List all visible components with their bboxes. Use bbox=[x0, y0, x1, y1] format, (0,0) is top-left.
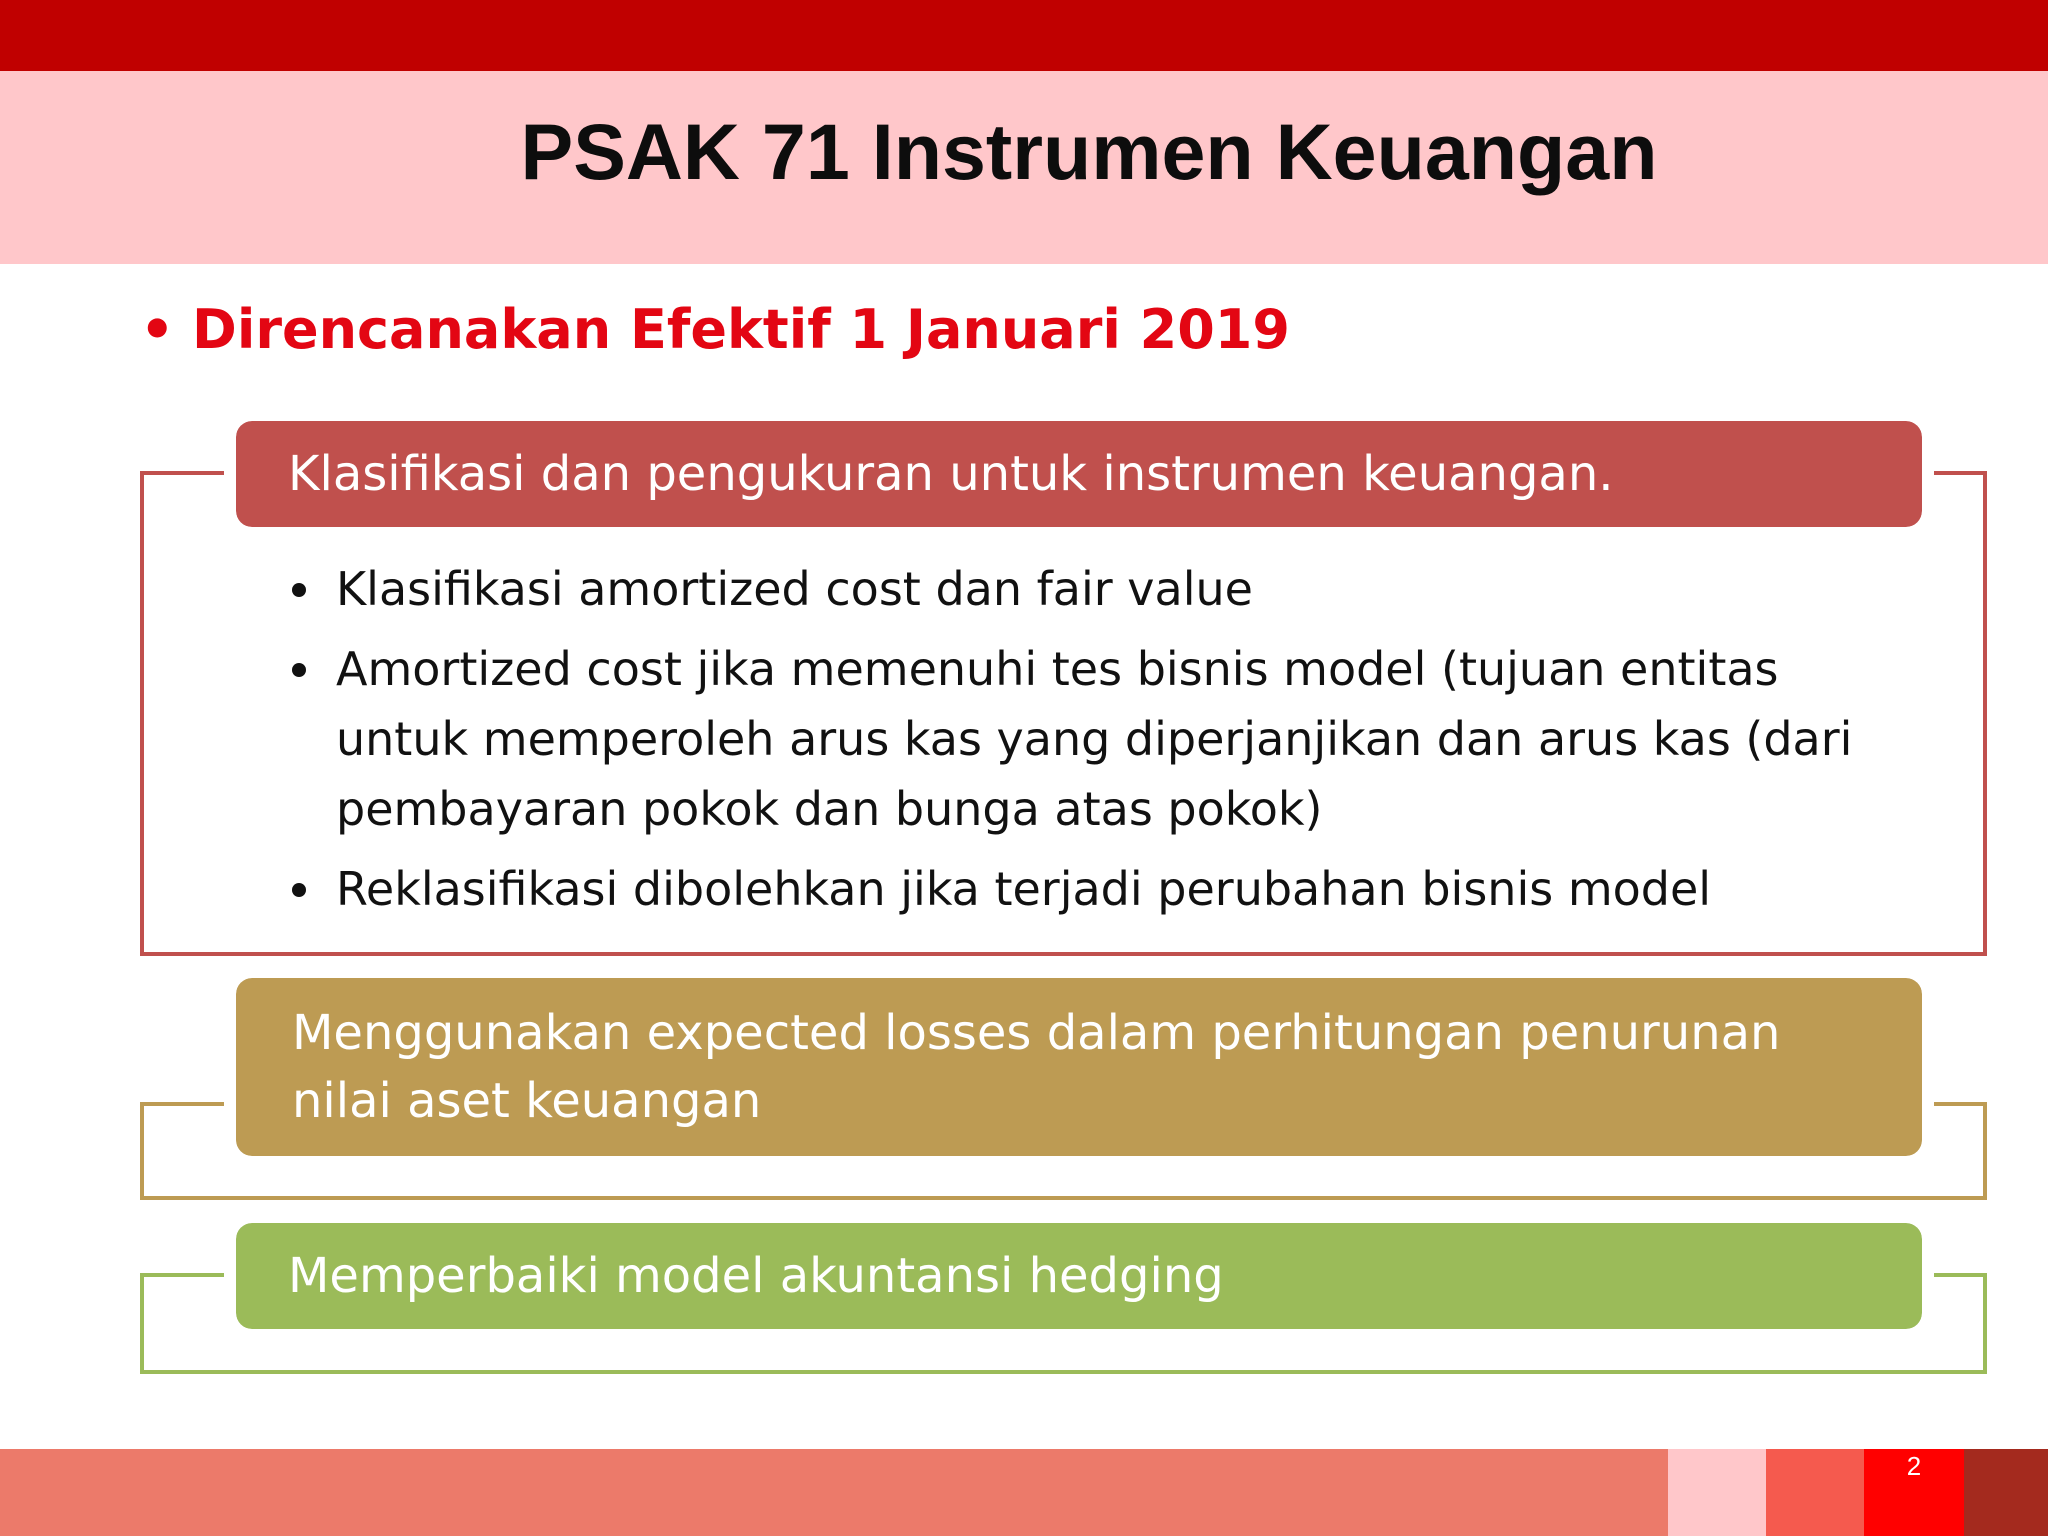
footer-block-light-pink bbox=[1668, 1449, 1766, 1536]
effective-date-text: Direncanakan Efektif 1 Januari 2019 bbox=[192, 298, 1290, 361]
section-3-header bbox=[236, 1223, 1922, 1329]
list-item: Klasifikasi amortized cost dan fair value bbox=[280, 554, 1880, 624]
section-2-header-text: Menggunakan expected losses dalam perhitungan penurunan nilai aset keuangan bbox=[292, 1005, 1781, 1129]
list-item: Reklasifikasi dibolehkan jika terjadi perubahan bisnis model bbox=[280, 854, 1880, 924]
section-2-header bbox=[236, 978, 1922, 1156]
section-1-list bbox=[280, 554, 1880, 934]
section-1-header bbox=[236, 421, 1922, 527]
section-3-header-text: Memperbaiki model akuntansi hedging bbox=[288, 1248, 1224, 1304]
footer-block-coral bbox=[1766, 1449, 1864, 1536]
slide-title: PSAK 71 Instrumen Keuangan bbox=[520, 107, 1658, 196]
bullet-marker: • bbox=[140, 298, 175, 361]
page-number: 2 bbox=[1906, 1451, 1922, 1481]
footer-block-dark-red bbox=[1964, 1449, 2048, 1536]
section-1-header-text: Klasifikasi dan pengukuran untuk instrumen keuangan. bbox=[288, 446, 1614, 502]
list-item: Amortized cost jika memenuhi tes bisnis model (tujuan entitas untuk memperoleh arus kas yang diperjanjikan dan arus kas (dari pembayaran pokok dan bunga atas pokok) bbox=[280, 634, 1880, 844]
effective-date-bullet bbox=[140, 290, 1290, 370]
top-accent-bar bbox=[0, 0, 2048, 71]
